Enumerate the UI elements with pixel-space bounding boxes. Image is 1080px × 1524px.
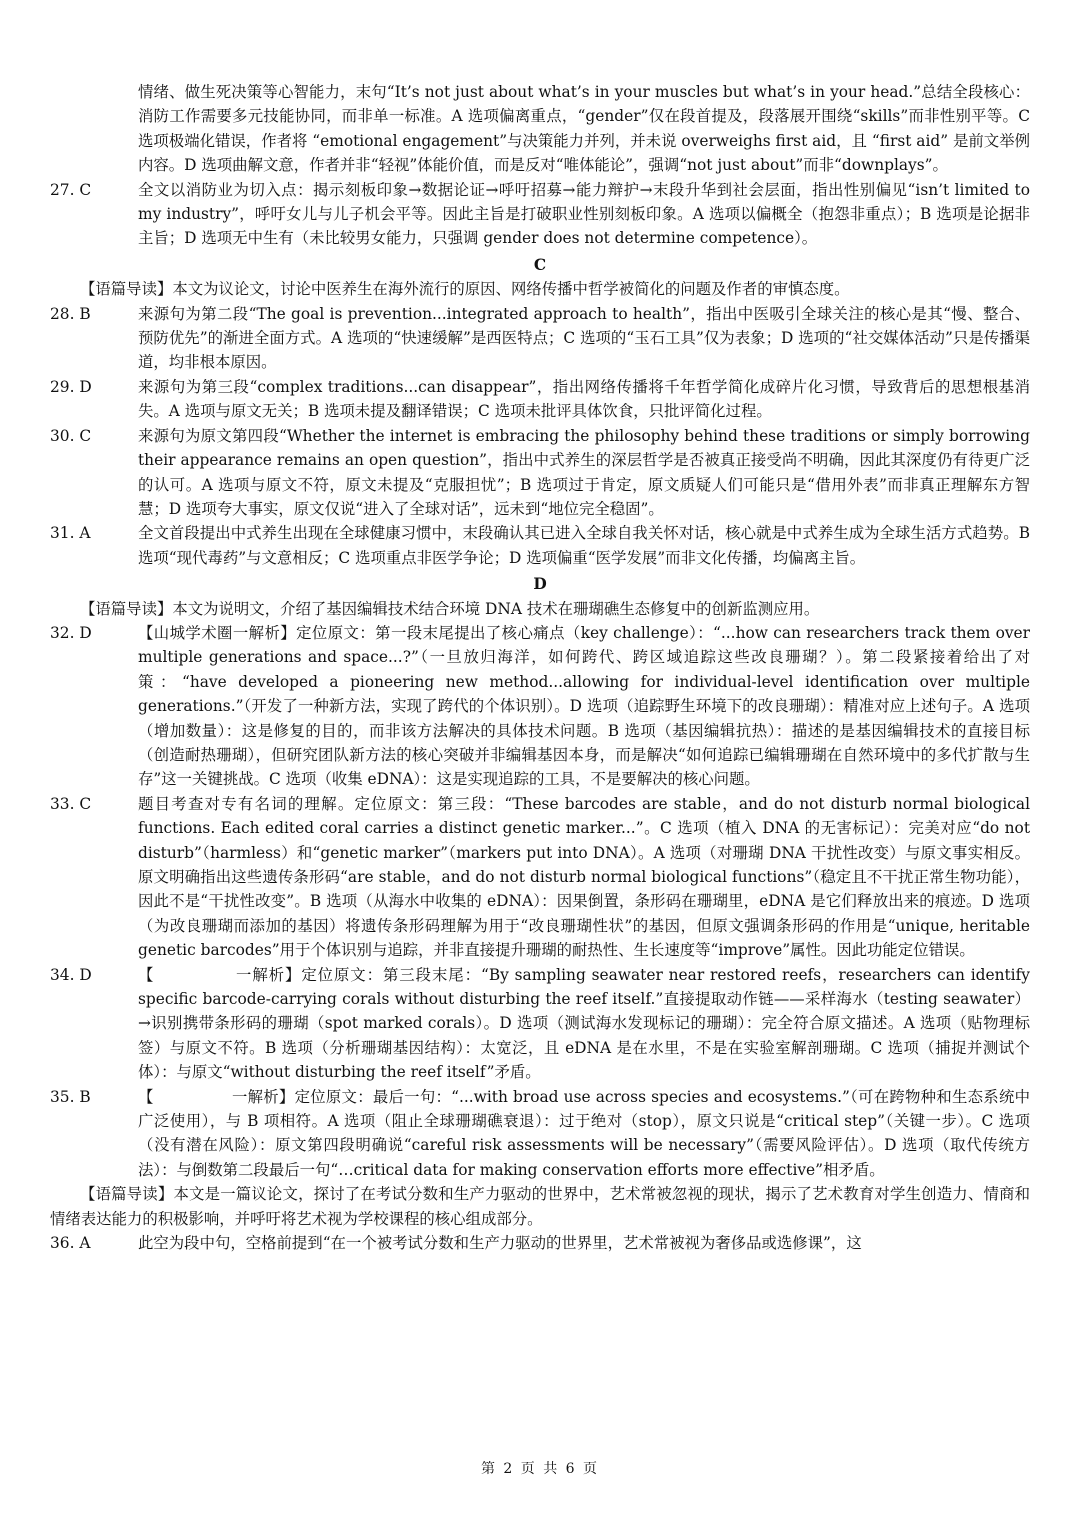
question-27: [50, 178, 1030, 251]
question-explanation: 全文首段提出中式养生出现在全球健康习惯中，末段确认其已进入全球自我关怀对话，核心就是中式养生成为全球生活方式趋势。B 选项“现代毒药”与文意相反；C 选项重点非医学争论；D 选项偏重“医学发展”而非文化传播，均偏离主旨。: [138, 524, 1030, 567]
section-d-guide: 【语篇导读】本文为说明文，介绍了基因编辑技术结合环境 DNA 技术在珊瑚礁生态修复中的创新监测应用。: [80, 599, 820, 618]
continuation-text: 情绪、做生死决策等心智能力，末句“It’s not just about what’s in your muscles but what’s in your head.”总结全段核心：消防工作需要多元技能协同，而非单一标准。A 选项偏离重点，“gender”仅在段首提及，段落展开围绕“skills”而非性别平等。C 选项极端化错误，作者将 “emotional engagement”与决策能力并列，并未说 overweighs first aid，且 “first aid” 是前文举例内容。D 选项曲解文意，作者并非“轻视”体能价值，而是反对“唯体能论”，强调“not just about”而非“downplays”。: [138, 83, 1030, 175]
question-36: [50, 1231, 1030, 1255]
question-34: [50, 963, 1030, 1085]
section-c-heading: C: [533, 255, 547, 274]
question-number: 36. A: [50, 1234, 91, 1253]
previous-item-continuation: [50, 80, 1030, 178]
question-number: 34. D: [50, 965, 92, 984]
question-number: 32. D: [50, 623, 92, 642]
question-32: [50, 621, 1030, 792]
question-number: 27. C: [50, 180, 92, 199]
question-explanation: 【山城学术圈一解析】定位原文：第一段末尾提出了核心痛点（key challenge）：“...how can researchers track them over multiple generations and space...?”（一旦放归海洋，如何跨代、跨区域追踪这些改良珊瑚？）。第二段紧接着给出了对策：“have developed a pioneering new method...allowing for individual-level identification over multiple generations.”（开发了一种新方法，实现了跨代的个体识别）。D 选项（追踪野生环境下的改良珊瑚）：精准对应上述句子。A 选项（增加数量）：这是修复的目的，而非该方法解决的具体技术问题。B 选项（基因编辑抗热）：描述的是基因编辑技术的直接目标（创造耐热珊瑚），但研究团队新方法的核心突破并非编辑基因本身，而是解决“如何追踪已编辑珊瑚在自然环境中的多代扩散与生存”这一关键挑战。C 选项（收集 eDNA）：这是实现追踪的工具，不是要解决的核心问题。: [138, 623, 1030, 789]
question-explanation: 来源句为第三段“complex traditions...can disappear”，指出网络传播将千年哲学简化成碎片化习惯，导致背后的思想根基消失。A 选项与原文无关；B 选项未提及翻译错误；C 选项未批评具体饮食，只批评简化过程。: [138, 377, 1030, 421]
question-number: 28. B: [50, 304, 91, 323]
question-explanation: 此空为段中句，空格前提到“在一个被考试分数和生产力驱动的世界里，艺术常被视为奢侈品或选修课”，这: [138, 1234, 862, 1253]
question-explanation: 题目考查对专有名词的理解。定位原文：第三段：“These barcodes are stable，and do not disturb normal biological functions. Each edited coral carries a distinct genetic marker...”。C 选项（植入 DNA 的无害标记）：完美对应“do not disturb”（harmless）和“genetic marker”（markers put into DNA）。A 选项（对珊瑚 DNA 干扰性改变）与原文事实相反。原文明确指出这些遗传条形码“are stable，and do not disturb normal biological functions”（稳定且不干扰正常生物功能），因此不是“干扰性改变”。B 选项（从海水中收集的 eDNA）：因果倒置，条形码在珊瑚里，eDNA 是它们释放出来的痕迹。D 选项（为改良珊瑚而添加的基因）将遗传条形码理解为用于“改良珊瑚性状”的基因，但原文强调条形码的作用是“unique, heritable genetic barcodes”用于个体识别与追踪，并非直接提升珊瑚的耐热性、生长速度等“improve”属性。因此功能定位错误。: [138, 794, 1030, 960]
question-number: 35. B: [50, 1087, 91, 1106]
question-explanation: 全文以消防业为切入点：揭示刻板印象→数据论证→呼吁招募→能力辩护→末段升华到社会层面，指出性别偏见“isn’t limited to my industry”，呼吁女儿与儿子机会平等。因此主旨是打破职业性别刻板印象。A 选项以偏概全（抱怨非重点）；B 选项是论据非主旨；D 选项无中生有（未比较男女能力，只强调 gender does not determine competence）。: [138, 180, 1030, 248]
section-c-guide: 【语篇导读】本文为议论文，讨论中医养生在海外流行的原因、网络传播中哲学被简化的问题及作者的审慎态度。: [80, 280, 850, 299]
question-explanation: 【 一解析】定位原文：最后一句：“...with broad use across species and ecosystems.”（可在跨物种和生态系统中广泛使用），与 B 项相符。A 选项（阻止全球珊瑚礁衰退）：过于绝对（stop），原文只说是“critical step”（关键一步）。C 选项（没有潜在风险）：原文第四段明确说“careful risk assessments will be necessary”（需要风险评估）。D 选项（取代传统方法）：与倒数第二段最后一句“…critical data for making conservation efforts more effective”相矛盾。: [138, 1087, 1030, 1179]
question-28: [50, 302, 1030, 375]
answer-explanations: [50, 80, 1030, 1256]
question-number: 29. D: [50, 377, 92, 396]
question-29: [50, 375, 1030, 424]
question-33: [50, 792, 1030, 963]
question-number: 31. A: [50, 524, 91, 543]
next-section-guide: 【语篇导读】本文是一篇议论文，探讨了在考试分数和生产力驱动的世界中，艺术常被忽视的现状，揭示了艺术教育对学生创造力、情商和情绪表达能力的积极影响，并呼吁将艺术视为学校课程的核心组成部分。: [50, 1185, 1030, 1228]
question-35: [50, 1085, 1030, 1183]
question-number: 30. C: [50, 426, 92, 445]
question-explanation: 来源句为原文第四段“Whether the internet is embracing the philosophy behind these traditions or simply borrowing their appearance remains an open question”，指出中式养生的深层哲学是否被真正接受尚不明确，因此其深度仍有待更广泛的认可。A 选项与原文不符，原文未提及“克服担忧”；B 选项过于肯定，原文质疑人们可能只是“借用外表”而非真正理解东方智慧；D 选项夸大事实，原文仅说“进入了全球对话”，远未到“地位完全稳固”。: [138, 426, 1030, 518]
question-number: 33. C: [50, 794, 92, 813]
page-footer: 第 2 页 共 6 页: [480, 1461, 600, 1477]
section-d-heading: D: [533, 575, 547, 594]
question-31: [50, 521, 1030, 570]
question-explanation: 【 一解析】定位原文：第三段末尾：“By sampling seawater near restored reefs，researchers can identify specific barcode-carrying corals without disturbing the reef itself.”直接提取动作链——采样海水（testing seawater）→识别携带条形码的珊瑚（spot marked corals）。D 选项（测试海水发现标记的珊瑚）：完全符合原文描述。A 选项（贴物理标签）与原文不符。B 选项（分析珊瑚基因结构）：太宽泛，且 eDNA 是在水里，不是在实验室解剖珊瑚。C 选项（捕捉并测试个体）：与原文“without disturbing the reef itself”矛盾。: [138, 965, 1030, 1082]
question-30: [50, 424, 1030, 522]
question-explanation: 来源句为第二段“The goal is prevention...integrated approach to health”，指出中医吸引全球关注的核心是其“慢、整合、预防优先”的渐进全面方式。A 选项的“快速缓解”是西医特点；C 选项的“玉石工具”仅为表象；D 选项的“社交媒体活动”只是传播渠道，均非根本原因。: [138, 304, 1030, 372]
